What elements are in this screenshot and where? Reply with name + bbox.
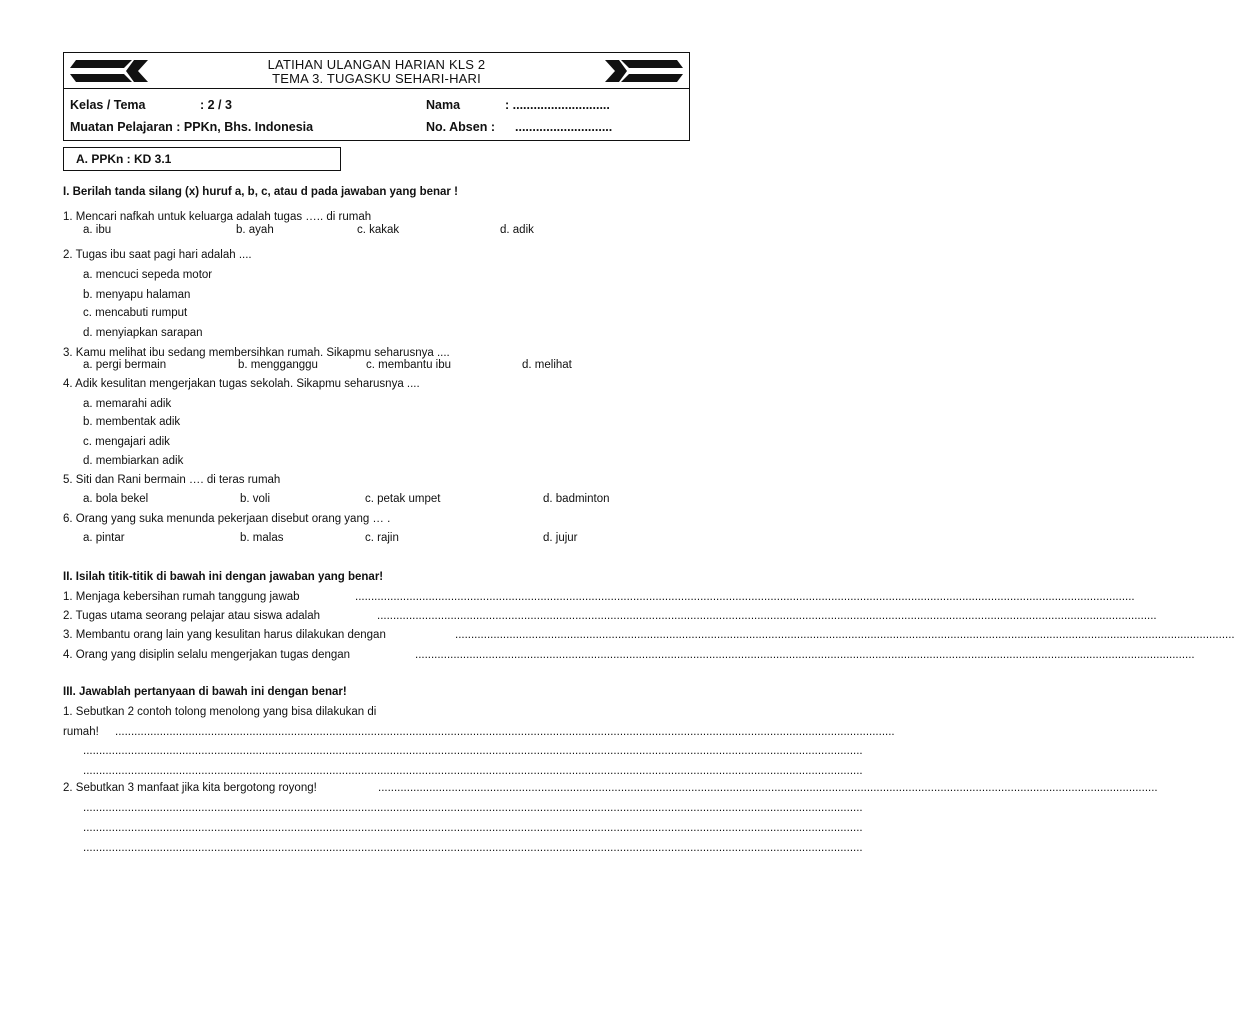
- q6-option-d[interactable]: d. jujur: [543, 532, 578, 544]
- q6-text: 6. Orang yang suka menunda pekerjaan disebut orang yang … .: [63, 513, 391, 525]
- q4-text: 4. Adik kesulitan mengerjakan tugas sekolah. Sikapmu seharusnya ....: [63, 378, 420, 390]
- q3-option-d[interactable]: d. melihat: [522, 359, 572, 371]
- fill-q3-answer-line[interactable]: ....................................................................................................................................................................................................................................................: [455, 629, 1235, 641]
- essay-q1-line1: 1. Sebutkan 2 contoh tolong menolong yang bisa dilakukan di: [63, 706, 377, 718]
- kelas-value: : 2 / 3: [200, 98, 232, 112]
- essay-q2-answer-line-4[interactable]: ....................................................................................................................................................................................................................................................: [83, 842, 863, 854]
- essay-q1-answer-line-3[interactable]: ....................................................................................................................................................................................................................................................: [83, 765, 863, 777]
- q2-option-a[interactable]: a. mencuci sepeda motor: [83, 269, 213, 281]
- q1-option-d[interactable]: d. adik: [500, 224, 534, 236]
- q4-option-b[interactable]: b. membentak adik: [83, 416, 181, 428]
- q4-option-a[interactable]: a. memarahi adik: [83, 398, 172, 410]
- q2-option-c[interactable]: c. mencabuti rumput: [83, 307, 188, 319]
- kelas-label: Kelas / Tema: [70, 98, 146, 112]
- essay-q2-answer-line-2[interactable]: ....................................................................................................................................................................................................................................................: [83, 802, 863, 814]
- essay-q2-answer-line-3[interactable]: ....................................................................................................................................................................................................................................................: [83, 822, 863, 834]
- q4-option-d[interactable]: d. membiarkan adik: [83, 455, 184, 467]
- q1-option-a[interactable]: a. ibu: [83, 224, 112, 236]
- essay-q1-line2: rumah!: [63, 726, 99, 738]
- muatan-label: Muatan Pelajaran : PPKn, Bhs. Indonesia: [70, 120, 314, 134]
- q6-option-b[interactable]: b. malas: [240, 532, 284, 544]
- section-a-box: [63, 147, 341, 171]
- q4-option-c[interactable]: c. mengajari adik: [83, 436, 170, 448]
- q3-option-c[interactable]: c. membantu ibu: [366, 359, 452, 371]
- worksheet-theme: TEMA 3. TUGASKU SEHARI-HARI: [272, 71, 481, 86]
- q3-option-a[interactable]: a. pergi bermain: [83, 359, 167, 371]
- part3-instruction: III. Jawablah pertanyaan di bawah ini dengan benar!: [63, 686, 347, 698]
- nama-label: Nama: [426, 98, 461, 112]
- fill-q3-text: 3. Membantu orang lain yang kesulitan harus dilakukan dengan: [63, 629, 386, 641]
- q2-option-d[interactable]: d. menyiapkan sarapan: [83, 327, 203, 339]
- absen-label: No. Absen :: [426, 120, 495, 134]
- q6-option-a[interactable]: a. pintar: [83, 532, 125, 544]
- essay-q2-text: 2. Sebutkan 3 manfaat jika kita bergotong royong!: [63, 782, 317, 794]
- q5-option-c[interactable]: c. petak umpet: [365, 493, 441, 505]
- nama-field[interactable]: : ............................: [505, 98, 610, 112]
- q3-text: 3. Kamu melihat ibu sedang membersihkan rumah. Sikapmu seharusnya ....: [63, 347, 450, 359]
- essay-q1-answer-line-1[interactable]: ....................................................................................................................................................................................................................................................: [115, 726, 895, 738]
- fill-q1-text: 1. Menjaga kebersihan rumah tanggung jawab: [63, 591, 300, 603]
- q1-option-c[interactable]: c. kakak: [357, 224, 400, 236]
- worksheet-title: LATIHAN ULANGAN HARIAN KLS 2: [267, 57, 486, 72]
- section-a-label: A. PPKn : KD 3.1: [76, 152, 172, 166]
- essay-q1-answer-line-2[interactable]: ....................................................................................................................................................................................................................................................: [83, 745, 863, 757]
- q5-option-d[interactable]: d. badminton: [543, 493, 610, 505]
- q6-option-c[interactable]: c. rajin: [365, 532, 399, 544]
- q2-option-b[interactable]: b. menyapu halaman: [83, 289, 191, 301]
- q5-text: 5. Siti dan Rani bermain …. di teras rumah: [63, 474, 281, 486]
- fill-q1-answer-line[interactable]: ....................................................................................................................................................................................................................................................: [355, 591, 1135, 603]
- absen-field[interactable]: ............................: [515, 120, 613, 134]
- fill-q4-text: 4. Orang yang disiplin selalu mengerjakan tugas dengan: [63, 649, 351, 661]
- fill-q2-answer-line[interactable]: ....................................................................................................................................................................................................................................................: [377, 610, 1157, 622]
- fill-q4-answer-line[interactable]: ....................................................................................................................................................................................................................................................: [415, 649, 1195, 661]
- q1-text: 1. Mencari nafkah untuk keluarga adalah tugas ….. di rumah: [63, 211, 372, 223]
- fill-q2-text: 2. Tugas utama seorang pelajar atau siswa adalah: [63, 610, 320, 622]
- q5-option-b[interactable]: b. voli: [240, 493, 271, 505]
- part1-instruction: I. Berilah tanda silang (x) huruf a, b, c, atau d pada jawaban yang benar !: [63, 186, 458, 198]
- q3-option-b[interactable]: b. mengganggu: [238, 359, 318, 371]
- q1-option-b[interactable]: b. ayah: [236, 224, 274, 236]
- essay-q2-answer-line-1[interactable]: ....................................................................................................................................................................................................................................................: [378, 782, 1158, 794]
- q2-text: 2. Tugas ibu saat pagi hari adalah ....: [63, 249, 252, 261]
- header-box: [63, 52, 690, 141]
- part2-instruction: II. Isilah titik-titik di bawah ini dengan jawaban yang benar!: [63, 571, 384, 583]
- q5-option-a[interactable]: a. bola bekel: [83, 493, 149, 505]
- header-divider: [64, 88, 689, 89]
